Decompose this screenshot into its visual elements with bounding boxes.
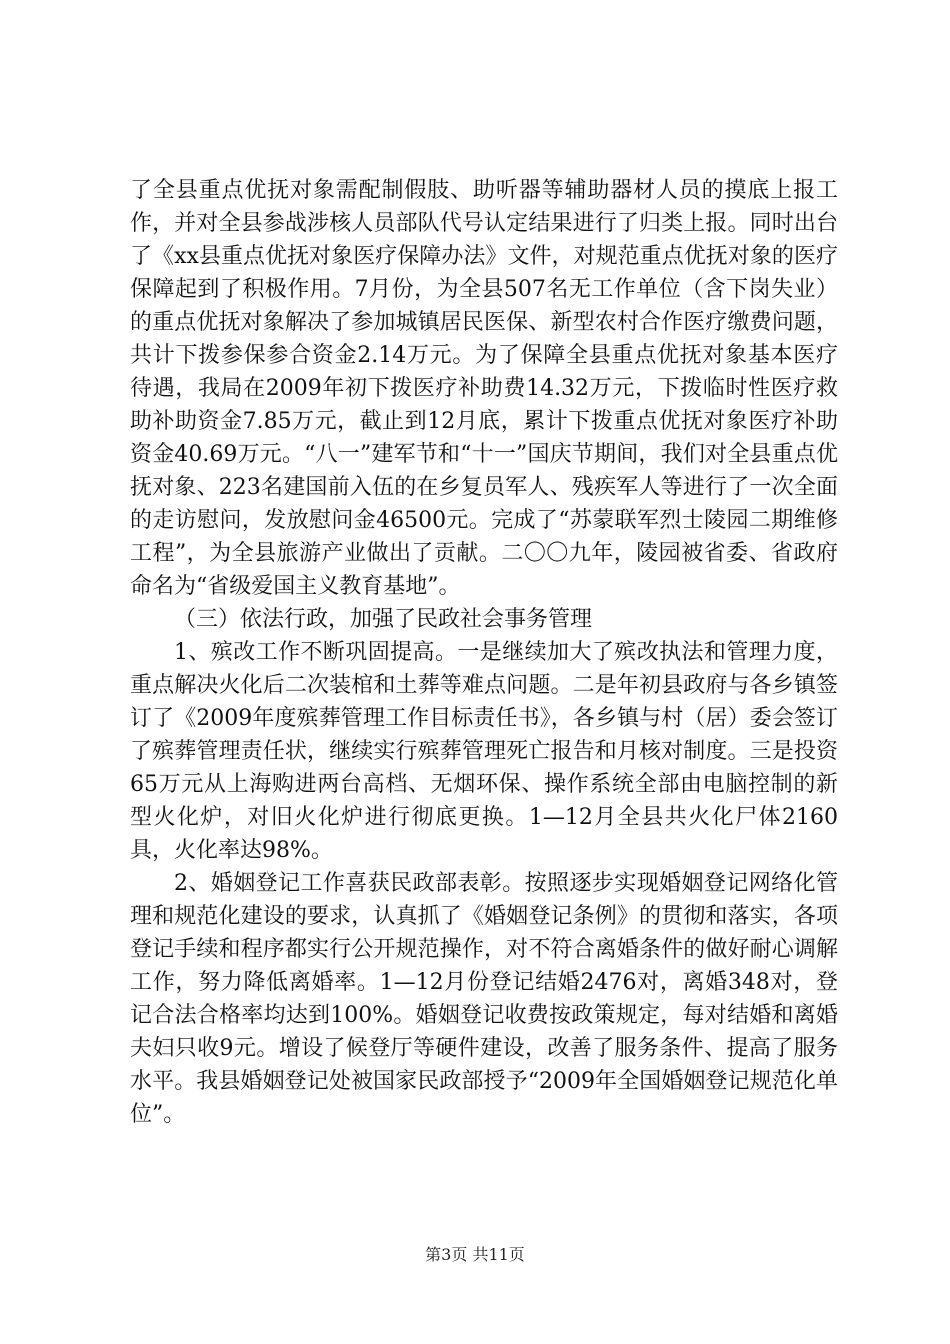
section-heading-civil-affairs: （三）依法行政，加强了民政社会事务管理 [174,607,593,632]
paragraph-marriage-registration: 2、婚姻登记工作喜获民政部表彰。按照逐步实现婚姻登记网络化管理和规范化建设的要求，认真抓了《婚姻登记条例》的贯彻和落实，各项登记手续和程序都实行公开规范操作，对不符合离婚条件的做好耐心调解工作，努力降低离婚率。1—12月份登记结婚2476对，离婚348对，登记合法合格率均达到100%。婚姻登记收费按政策规定，每对结婚和离婚夫妇只收9元。增设了候登厅等硬件建设，改善了服务条件、提高了服务水平。我县婚姻登记处被国家民政部授予“2009年全国婚姻登记规范化单位”。 [130,871,838,1127]
document-body [130,174,838,1131]
page-number-footer: 第3页 共11页 [425,1245,525,1264]
paragraph-funeral-reform: 1、殡改工作不断巩固提高。一是继续加大了殡改执法和管理力度，重点解决火化后二次装棺和土葬等难点问题。二是年初县政府与各乡镇签订了《2009年度殡葬管理工作目标责任书》，各乡镇与村（居）委会签订了殡葬管理责任状，继续实行殡葬管理死亡报告和月核对制度。三是投资65万元从上海购进两台高档、无烟环保、操作系统全部由电脑控制的新型火化炉，对旧火化炉进行彻底更换。1—12月全县共火化尸体2160具，火化率达98%。 [130,640,838,863]
paragraph-medical-care: 了全县重点优抚对象需配制假肢、助听器等辅助器材人员的摸底上报工作，并对全县参战涉核人员部队代号认定结果进行了归类上报。同时出台了《xx县重点优抚对象医疗保障办法》文件，对规范重点优抚对象的医疗保障起到了积极作用。7月份，为全县507名无工作单位（含下岗失业）的重点优抚对象解决了参加城镇居民医保、新型农村合作医疗缴费问题，共计下拨参保参合资金2.14万元。为了保障全县重点优抚对象基本医疗待遇，我局在2009年初下拨医疗补助费14.32万元，下拨临时性医疗救助补助资金7.85万元，截止到12月底，累计下拨重点优抚对象医疗补助资金40.69万元。“八一”建军节和“十一”国庆节期间，我们对全县重点优抚对象、223名建国前入伍的在乡复员军人、残疾军人等进行了一次全面的走访慰问，发放慰问金46500元。完成了“苏蒙联军烈士陵园二期维修工程”，为全县旅游产业做出了贡献。二〇〇九年，陵园被省委、省政府命名为“省级爱国主义教育基地”。 [130,178,838,599]
